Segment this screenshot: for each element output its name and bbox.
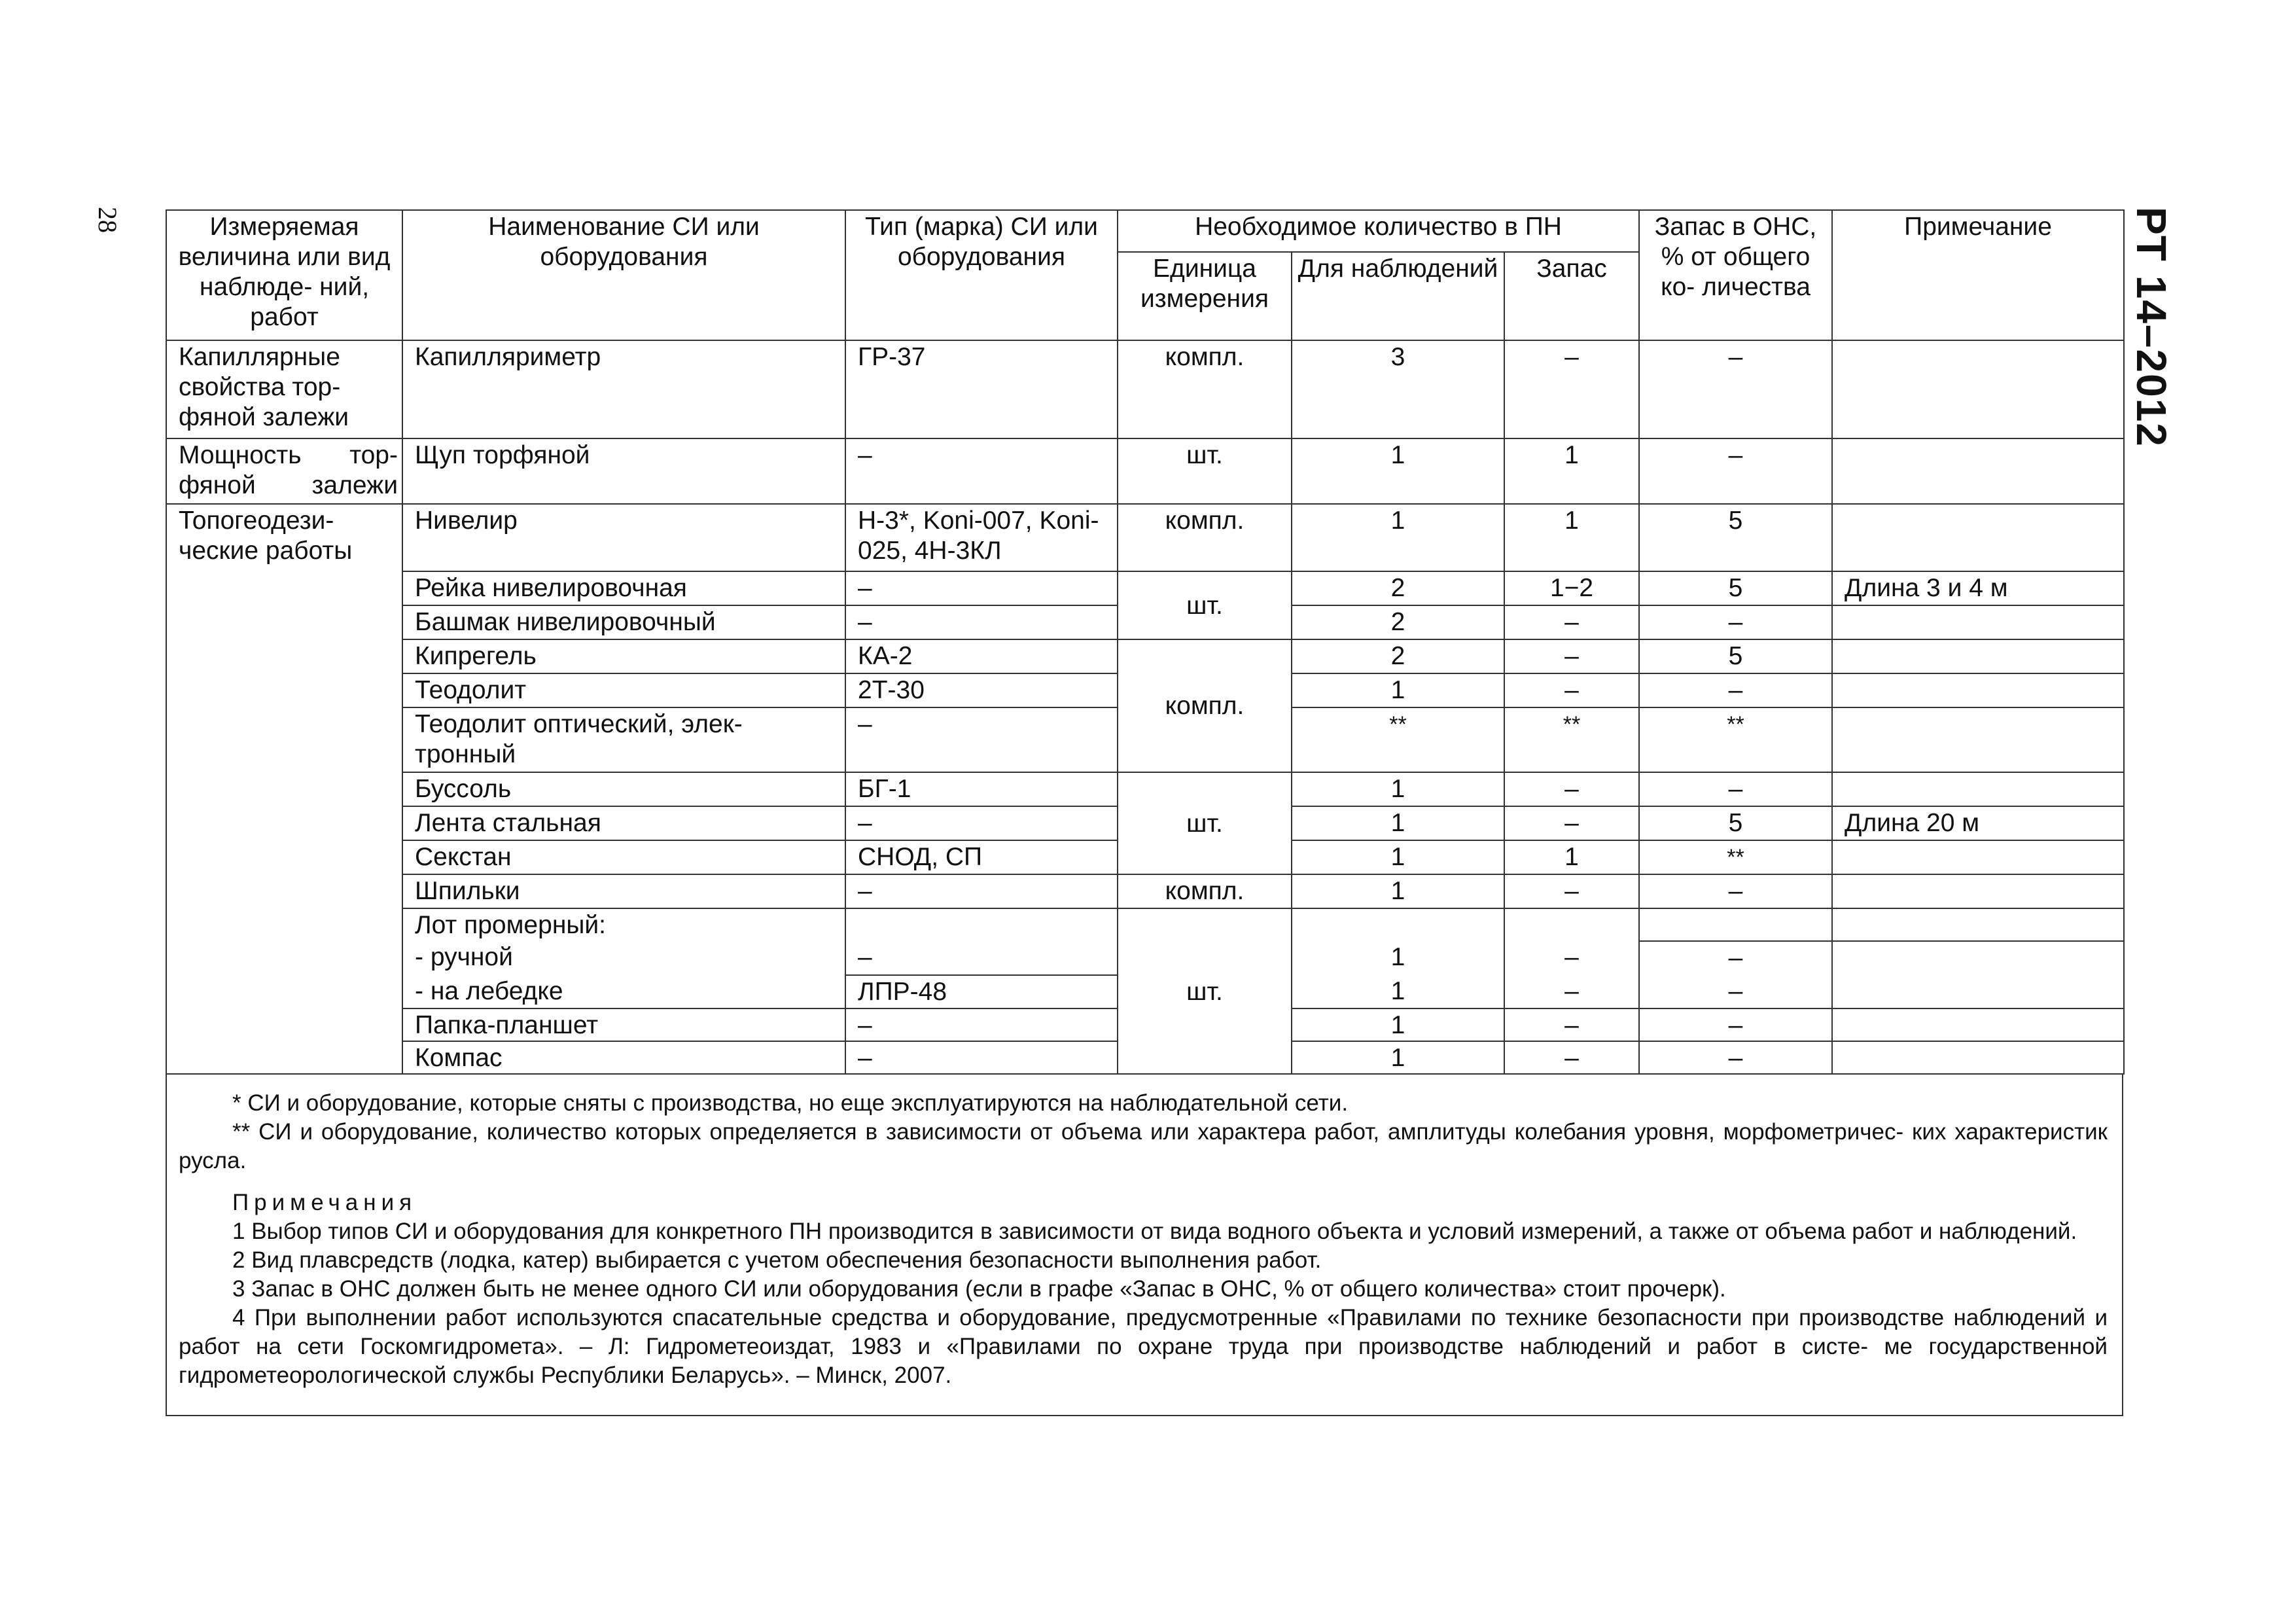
table-row <box>166 908 2124 941</box>
note-cell <box>1832 340 2124 438</box>
note-3: 3 Запас в ОНС должен быть не менее одного СИ или оборудования (если в графе «Запас в ОНС, % от общего количества» стоит прочерк). <box>232 1276 1726 1302</box>
ons-cell: – <box>1639 438 1832 504</box>
obs-count-cell: 1 <box>1292 806 1504 840</box>
header-required: Необходимое количество в ПН <box>1118 210 1639 252</box>
reserve-cell: 1−2 <box>1504 571 1639 605</box>
header-measured: Измеряемая величина или вид наблюде- ний, работ <box>166 210 402 340</box>
table-row <box>166 639 2124 673</box>
obs-count-cell: 1 <box>1292 975 1504 1008</box>
equipment-name-cell: Кипрегель <box>402 639 845 673</box>
reserve-cell: – <box>1504 1008 1639 1041</box>
note-cell: Длина 3 и 4 м <box>1832 571 2124 605</box>
ons-cell: 5 <box>1639 504 1832 571</box>
table-row <box>166 874 2124 908</box>
equipment-name-cell: Буссоль <box>402 772 845 806</box>
reserve-cell: – <box>1504 941 1639 975</box>
table-header-row <box>166 210 2124 252</box>
obs-count-cell: 1 <box>1292 1041 1504 1074</box>
ons-cell <box>1639 908 1832 941</box>
equipment-name-cell: Папка-планшет <box>402 1008 845 1041</box>
reserve-cell: ** <box>1504 707 1639 772</box>
type-cell: – <box>845 806 1118 840</box>
page-number: 28 <box>93 207 122 233</box>
reserve-cell: – <box>1504 806 1639 840</box>
equipment-name-cell: Компас <box>402 1041 845 1074</box>
note-cell: Длина 20 м <box>1832 806 2124 840</box>
obs-count-cell: ** <box>1292 707 1504 772</box>
reserve-cell: – <box>1504 975 1639 1008</box>
document-code: РТ 14–2012 <box>2128 207 2175 448</box>
obs-count-cell: 2 <box>1292 639 1504 673</box>
footnote-single-star: * СИ и оборудование, которые сняты с производства, но еще эксплуатируются на наблюдательной сети. <box>232 1090 1349 1116</box>
type-cell: – <box>845 605 1118 639</box>
table-row <box>166 772 2124 806</box>
reserve-cell: 1 <box>1504 504 1639 571</box>
table-row <box>166 438 2124 504</box>
reserve-cell: 1 <box>1504 840 1639 874</box>
type-cell: – <box>845 571 1118 605</box>
unit-cell: компл. <box>1118 639 1292 772</box>
obs-count-cell: 2 <box>1292 605 1504 639</box>
equipment-name-cell: Лента стальная <box>402 806 845 840</box>
type-cell: КА-2 <box>845 639 1118 673</box>
ons-cell: – <box>1639 874 1832 908</box>
ons-cell: – <box>1639 941 1832 975</box>
note-cell <box>1832 438 2124 504</box>
ons-cell: – <box>1639 340 1832 438</box>
note-cell <box>1832 908 2124 941</box>
ons-cell: – <box>1639 1008 1832 1041</box>
obs-count-cell: 1 <box>1292 840 1504 874</box>
obs-count-cell: 3 <box>1292 340 1504 438</box>
header-type: Тип (марка) СИ или оборудования <box>845 210 1118 340</box>
reserve-cell: – <box>1504 605 1639 639</box>
measured-cell: Топогеодези- ческие работы <box>166 504 402 1074</box>
reserve-cell: – <box>1504 772 1639 806</box>
equipment-name-cell: Теодолит оптический, элек- тронный <box>402 707 845 772</box>
notes-block <box>166 1075 2123 1416</box>
header-reserve: Запас <box>1504 252 1639 340</box>
note-cell <box>1832 1041 2124 1074</box>
type-cell: 2Т-30 <box>845 673 1118 707</box>
equipment-name-cell: - ручной <box>402 941 845 975</box>
type-cell: – <box>845 941 1118 975</box>
note-2: 2 Вид плавсредств (лодка, катер) выбирается с учетом обеспечения безопасности выполнения работ. <box>232 1247 1322 1273</box>
reserve-cell: – <box>1504 874 1639 908</box>
notes-title: Примечания <box>232 1190 417 1215</box>
type-cell <box>845 908 1118 941</box>
unit-cell: шт. <box>1118 438 1292 504</box>
equipment-name-cell: Шпильки <box>402 874 845 908</box>
obs-count-cell: 1 <box>1292 874 1504 908</box>
note-cell <box>1832 605 2124 639</box>
ons-cell: – <box>1639 605 1832 639</box>
header-note: Примечание <box>1832 210 2124 340</box>
ons-cell: – <box>1639 1041 1832 1074</box>
header-unit: Единица измерения <box>1118 252 1292 340</box>
table-row <box>166 571 2124 605</box>
note-1: 1 Выбор типов СИ и оборудования для конкретного ПН производится в зависимости от вида водного объекта и условий измерений, а также от объема работ и наблюдений. <box>232 1219 2077 1244</box>
unit-cell: компл. <box>1118 874 1292 908</box>
equipment-name-cell: Щуп торфяной <box>402 438 845 504</box>
measured-cell: Капиллярные свойства тор- фяной залежи <box>166 340 402 438</box>
note-cell <box>1832 673 2124 707</box>
ons-cell: 5 <box>1639 639 1832 673</box>
note-cell <box>1832 772 2124 806</box>
ons-cell: – <box>1639 772 1832 806</box>
obs-count-cell: 1 <box>1292 673 1504 707</box>
unit-cell: компл. <box>1118 340 1292 438</box>
type-cell: БГ-1 <box>845 772 1118 806</box>
type-cell: – <box>845 1008 1118 1041</box>
ons-cell: – <box>1639 673 1832 707</box>
table-row <box>166 340 2124 438</box>
header-ons-reserve: Запас в ОНС, % от общего ко- личества <box>1639 210 1832 340</box>
equipment-name-cell: Башмак нивелировочный <box>402 605 845 639</box>
header-name: Наименование СИ или оборудования <box>402 210 845 340</box>
ons-cell: – <box>1639 975 1832 1008</box>
note-cell <box>1832 504 2124 571</box>
equipment-name-cell: Секстан <box>402 840 845 874</box>
obs-count-cell: 1 <box>1292 1008 1504 1041</box>
type-cell: ЛПР-48 <box>845 975 1118 1008</box>
note-cell <box>1832 639 2124 673</box>
note-cell <box>1832 874 2124 908</box>
note-cell <box>1832 707 2124 772</box>
unit-cell: шт. <box>1118 571 1292 639</box>
equipment-name-cell: Теодолит <box>402 673 845 707</box>
obs-count-cell: 1 <box>1292 941 1504 975</box>
type-cell: – <box>845 1041 1118 1074</box>
type-cell: – <box>845 438 1118 504</box>
obs-count-cell: 1 <box>1292 772 1504 806</box>
obs-count-cell: 1 <box>1292 438 1504 504</box>
type-cell: СНОД, СП <box>845 840 1118 874</box>
type-cell: – <box>845 874 1118 908</box>
ons-cell: ** <box>1639 707 1832 772</box>
reserve-cell <box>1504 908 1639 941</box>
type-cell: – <box>845 707 1118 772</box>
reserve-cell: – <box>1504 340 1639 438</box>
type-cell: Н-3*, Koni-007, Koni-025, 4Н-3КЛ <box>845 504 1118 571</box>
reserve-cell: – <box>1504 639 1639 673</box>
footnote-double-star: ** СИ и оборудование, количество которых определяется в зависимости от объема или характера работ, амплитуды колебания уровня, морфометричес- ких характеристик русла. <box>179 1119 2108 1173</box>
obs-count-cell: 2 <box>1292 571 1504 605</box>
note-cell <box>1832 1008 2124 1041</box>
note-4: 4 При выполнении работ используются спасательные средства и оборудование, предусмотренные «Правилами по технике безопасности при производстве наблюдений и работ на сети Госкомгидромета». – Л: Гидрометеоиздат, 1983 и «Правилами по охране труда при производстве наблюдений и работ в систе- ме государственной гидрометеорологической службы Республики Беларусь». – Минск, 2007. <box>179 1305 2108 1388</box>
equipment-table <box>166 209 2125 1075</box>
header-for-observations: Для наблюдений <box>1292 252 1504 340</box>
equipment-name-cell: - на лебедке <box>402 975 845 1008</box>
obs-count-cell: 1 <box>1292 504 1504 571</box>
ons-cell: 5 <box>1639 571 1832 605</box>
reserve-cell: – <box>1504 673 1639 707</box>
unit-cell: компл. <box>1118 504 1292 571</box>
ons-cell: 5 <box>1639 806 1832 840</box>
equipment-name-cell: Лот промерный: <box>402 908 845 941</box>
obs-count-cell <box>1292 908 1504 941</box>
note-cell <box>1832 840 2124 874</box>
equipment-name-cell: Нивелир <box>402 504 845 571</box>
equipment-name-cell: Капилляриметр <box>402 340 845 438</box>
ons-cell: ** <box>1639 840 1832 874</box>
unit-cell: шт. <box>1118 908 1292 1074</box>
measured-cell: Мощность тор- фяной залежи <box>166 438 402 504</box>
type-cell: ГР-37 <box>845 340 1118 438</box>
table-row <box>166 504 2124 571</box>
equipment-name-cell: Рейка нивелировочная <box>402 571 845 605</box>
note-cell <box>1832 941 2124 1008</box>
unit-cell: шт. <box>1118 772 1292 874</box>
reserve-cell: – <box>1504 1041 1639 1074</box>
reserve-cell: 1 <box>1504 438 1639 504</box>
